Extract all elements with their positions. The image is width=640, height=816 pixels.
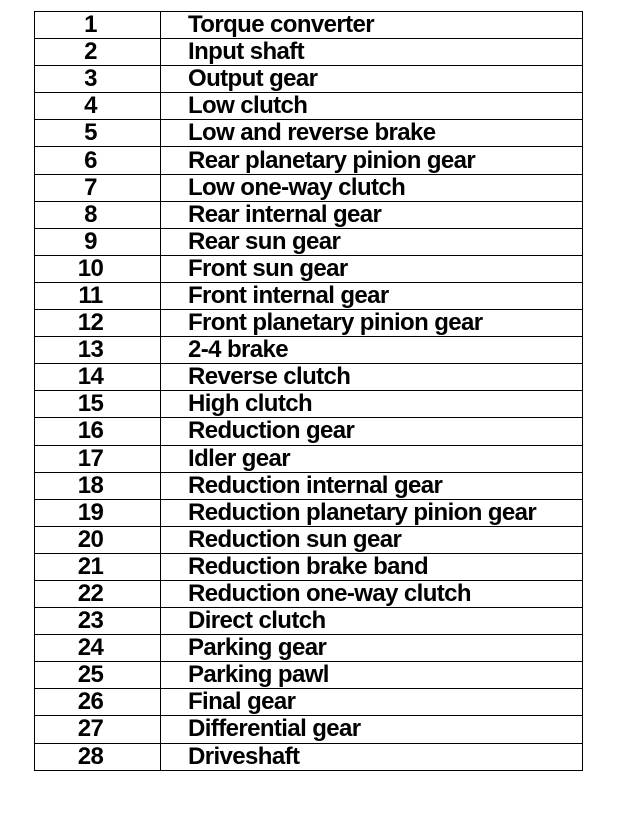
part-number: 11 <box>35 282 161 309</box>
table-row <box>35 662 583 689</box>
part-number: 12 <box>35 310 161 337</box>
part-name: Rear planetary pinion gear <box>161 147 583 174</box>
table-row <box>35 310 583 337</box>
part-number: 25 <box>35 662 161 689</box>
part-number: 1 <box>35 12 161 39</box>
part-name: Differential gear <box>161 716 583 743</box>
table-row <box>35 93 583 120</box>
part-name: Input shaft <box>161 39 583 66</box>
table-row <box>35 580 583 607</box>
part-number: 27 <box>35 716 161 743</box>
table-row <box>35 743 583 770</box>
table-row <box>35 716 583 743</box>
part-name: Idler gear <box>161 445 583 472</box>
table-row <box>35 499 583 526</box>
part-number: 8 <box>35 201 161 228</box>
part-number: 21 <box>35 553 161 580</box>
part-number: 4 <box>35 93 161 120</box>
part-number: 9 <box>35 228 161 255</box>
table-row <box>35 228 583 255</box>
part-number: 24 <box>35 635 161 662</box>
part-number: 17 <box>35 445 161 472</box>
part-number: 23 <box>35 608 161 635</box>
part-number: 15 <box>35 391 161 418</box>
part-name: Rear internal gear <box>161 201 583 228</box>
table-row <box>35 472 583 499</box>
table-row <box>35 418 583 445</box>
table-row <box>35 201 583 228</box>
part-number: 28 <box>35 743 161 770</box>
part-name: Direct clutch <box>161 608 583 635</box>
table-row <box>35 635 583 662</box>
part-number: 7 <box>35 174 161 201</box>
part-name: Final gear <box>161 689 583 716</box>
table-row <box>35 391 583 418</box>
part-number: 20 <box>35 526 161 553</box>
table-row <box>35 282 583 309</box>
part-name: Parking pawl <box>161 662 583 689</box>
part-name: Reverse clutch <box>161 364 583 391</box>
table-row <box>35 337 583 364</box>
part-name: High clutch <box>161 391 583 418</box>
part-name: Driveshaft <box>161 743 583 770</box>
table-row <box>35 147 583 174</box>
table-row <box>35 66 583 93</box>
part-number: 13 <box>35 337 161 364</box>
table-row <box>35 255 583 282</box>
part-name: Torque converter <box>161 12 583 39</box>
table-row <box>35 689 583 716</box>
part-name: Low clutch <box>161 93 583 120</box>
part-name: Low and reverse brake <box>161 120 583 147</box>
part-number: 5 <box>35 120 161 147</box>
part-name: Low one-way clutch <box>161 174 583 201</box>
part-number: 16 <box>35 418 161 445</box>
table-row <box>35 445 583 472</box>
part-name: Reduction planetary pinion gear <box>161 499 583 526</box>
part-number: 19 <box>35 499 161 526</box>
part-name: Parking gear <box>161 635 583 662</box>
part-number: 6 <box>35 147 161 174</box>
part-number: 14 <box>35 364 161 391</box>
table-row <box>35 174 583 201</box>
part-number: 26 <box>35 689 161 716</box>
part-name: Reduction one-way clutch <box>161 580 583 607</box>
part-name: Output gear <box>161 66 583 93</box>
table-row <box>35 608 583 635</box>
table-row <box>35 39 583 66</box>
part-name: Front sun gear <box>161 255 583 282</box>
table-row <box>35 364 583 391</box>
part-name: Rear sun gear <box>161 228 583 255</box>
part-name: Front planetary pinion gear <box>161 310 583 337</box>
part-name: Reduction sun gear <box>161 526 583 553</box>
part-number: 18 <box>35 472 161 499</box>
part-number: 10 <box>35 255 161 282</box>
table-row <box>35 526 583 553</box>
part-name: Reduction brake band <box>161 553 583 580</box>
table-row <box>35 553 583 580</box>
part-number: 3 <box>35 66 161 93</box>
part-name: Reduction internal gear <box>161 472 583 499</box>
part-number: 2 <box>35 39 161 66</box>
part-name: Reduction gear <box>161 418 583 445</box>
part-name: 2-4 brake <box>161 337 583 364</box>
part-name: Front internal gear <box>161 282 583 309</box>
parts-legend-body <box>35 12 583 771</box>
table-row <box>35 120 583 147</box>
part-number: 22 <box>35 580 161 607</box>
table-row <box>35 12 583 39</box>
parts-legend-table <box>34 11 583 771</box>
